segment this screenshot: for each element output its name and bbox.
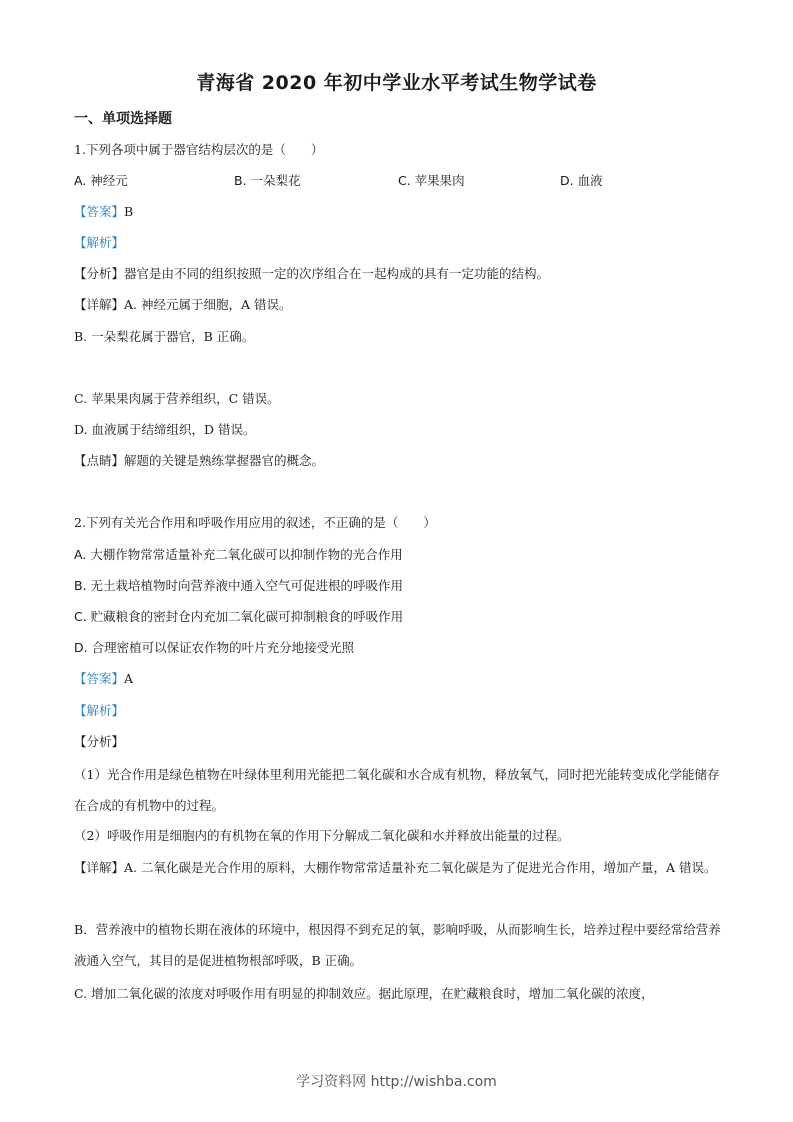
dianjing-tag: 【点睛】: [74, 453, 125, 468]
q2-answer: [74, 670, 133, 688]
q2-option-a: A. 大棚作物常常适量补充二氧化碳可以抑制作物的光合作用: [74, 547, 403, 562]
xiangjie-tag: 【详解】: [74, 297, 125, 312]
q1-option-c: C. 苹果果肉: [398, 173, 465, 188]
q2-analysis: [74, 702, 124, 720]
q2-option-b: B. 无土栽培植物时向营养液中通入空气可促进根的呼吸作用: [74, 578, 404, 593]
fenxi-text: 器官是由不同的组织按照一定的次序组合在一起构成的具有一定功能的结构。: [124, 266, 550, 281]
q2-paragraph-1: （1）光合作用是绿色植物在叶绿体里利用光能把二氧化碳和水合成有机物，释放氧气，同时把光能转变成化学能储存在合成的有机物中的过程。: [74, 767, 720, 813]
answer-value: A: [124, 671, 134, 686]
xiangjie-text: A. 神经元属于细胞，A 错误。: [124, 297, 292, 312]
q2-fenxi-tag: 【分析】: [74, 734, 125, 749]
q2-xiangjie: [74, 852, 722, 883]
q1-dianjing: [74, 452, 324, 470]
xiangjie-text: A. 二氧化碳是光合作用的原料，大棚作物常常适量补充二氧化碳是为了促进光合作用，增加产量，A 错误。: [124, 860, 717, 875]
q2-option-c: C. 贮藏粮食的密封仓内充加二氧化碳可抑制粮食的呼吸作用: [74, 609, 404, 624]
q1-answer: [74, 203, 133, 221]
answer-tag: 【答案】: [74, 204, 125, 219]
dianjing-text: 解题的关键是熟练掌握器官的概念。: [124, 453, 325, 468]
xiangjie-tag: 【详解】: [74, 860, 125, 875]
q1-fenxi: [74, 265, 549, 283]
page-footer: 学习资料网 http://wishba.com: [296, 1074, 497, 1090]
q2-paragraph-2: （2）呼吸作用是细胞内的有机物在氧的作用下分解成二氧化碳和水并释放出能量的过程。: [74, 828, 570, 843]
analysis-tag: 【解析】: [74, 703, 125, 718]
analysis-tag: 【解析】: [74, 235, 125, 250]
question-1-stem: 1.下列各项中属于器官结构层次的是（ ）: [74, 142, 324, 157]
section-heading: 一、单项选择题: [74, 111, 172, 127]
q1-xiangjie: [74, 296, 292, 314]
q1-line-d: D. 血液属于结缔组织，D 错误。: [74, 422, 256, 437]
q1-option-d: D. 血液: [560, 173, 603, 188]
q1-line-b: B. 一朵梨花属于器官，B 正确。: [74, 329, 255, 344]
q1-option-a: A. 神经元: [74, 173, 128, 188]
question-2-stem: 2.下列有关光合作用和呼吸作用应用的叙述，不正确的是（ ）: [74, 515, 436, 530]
answer-value: B: [124, 204, 134, 219]
question-1-options: [74, 172, 734, 190]
fenxi-tag: 【分析】: [74, 266, 125, 281]
answer-tag: 【答案】: [74, 671, 125, 686]
q2-line-c: C. 增加二氧化碳的浓度对呼吸作用有明显的抑制效应。据此原理，在贮藏粮食时，增加二氧化碳的浓度，: [74, 986, 654, 1001]
q1-line-c: C. 苹果果肉属于营养组织，C 错误。: [74, 391, 280, 406]
q1-analysis: [74, 234, 124, 252]
page-title: 青海省 2020 年初中学业水平考试生物学试卷: [196, 72, 597, 94]
q1-option-b: B. 一朵梨花: [234, 173, 301, 188]
q2-line-b: B．营养液中的植物长期在液体的环境中，根因得不到充足的氧，影响呼吸，从而影响生长，培养过程中要经常给营养液通入空气，其目的是促进植物根部呼吸，B 正确。: [74, 922, 721, 968]
q2-option-d: D. 合理密植可以保证农作物的叶片充分地接受光照: [74, 640, 355, 655]
